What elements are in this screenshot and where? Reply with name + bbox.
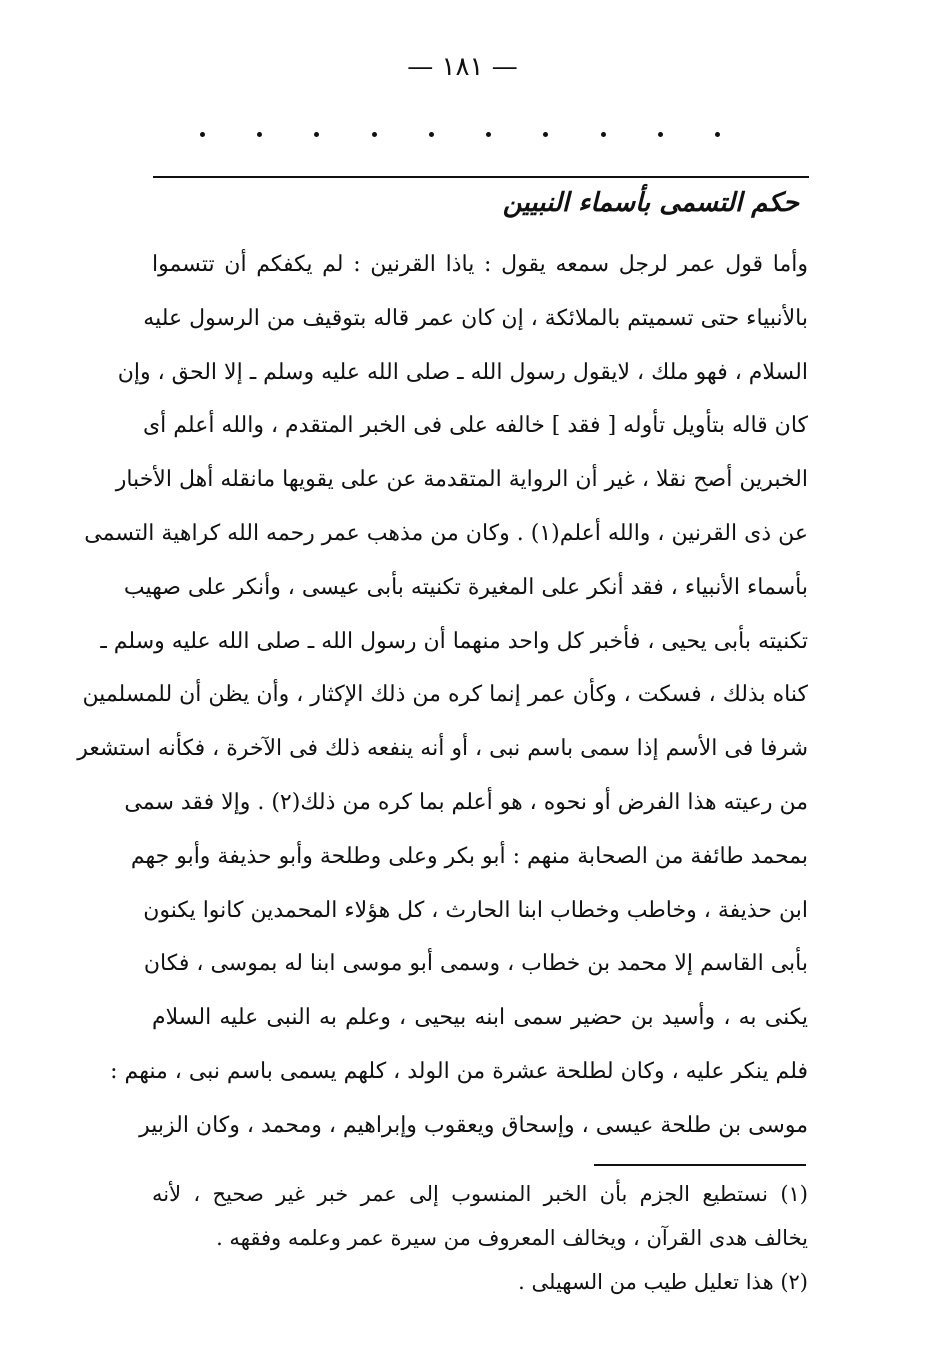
body-line: يكنى به ، وأسيد بن حضير سمى ابنه بيحيى ، وعلم به النبى عليه السلام	[152, 1005, 808, 1031]
footnote-line: يخالف هدى القرآن ، ويخالف المعروف من سيرة عمر وعلمه وفقهه .	[216, 1226, 808, 1250]
ellipsis-dot	[372, 132, 377, 137]
body-line: وأما قول عمر لرجل سمعه يقول : ياذا القرنين : لم يكفكم أن تتسموا	[152, 252, 808, 277]
body-line: بمحمد طائفة من الصحابة منهم : أبو بكر وعلى وطلحة وأبو حذيفة وأبو جهم	[130, 843, 808, 869]
body-line: فلم ينكر عليه ، وكان لطلحة عشرة من الولد ، كلهم يسمى باسم نبى ، منهم :	[110, 1058, 808, 1084]
body-line: بأبى القاسم إلا محمد بن خطاب ، وسمى أبو موسى ابنا له بموسى ، فكان	[143, 951, 808, 977]
footnote-line: (٢) هذا تعليل طيب من السهيلى .	[518, 1270, 808, 1294]
body-line: كناه بذلك ، فسكت ، وكأن عمر إنما كره من ذلك الإكثار ، وأن يظن أن للمسلمين	[82, 682, 808, 708]
body-line: عن ذى القرنين ، والله أعلم(١) . وكان من مذهب عمر رحمه الله كراهية التسمى	[84, 520, 808, 546]
body-text	[77, 238, 808, 1153]
ellipsis-dot	[601, 132, 606, 137]
footnotes	[152, 1172, 808, 1304]
body-line: من رعيته هذا الفرض أو نحوه ، هو أعلم بما كره من ذلك(٢) . وإلا فقد سمى	[124, 789, 808, 815]
body-line: السلام ، فهو ملك ، لايقول رسول الله ـ صلى الله عليه وسلم ـ إلا الحق ، وإن	[117, 359, 808, 385]
ellipsis-dot	[658, 132, 663, 137]
ellipsis-dot	[200, 132, 205, 137]
body-line: الخبرين أصح نقلا ، غير أن الرواية المتقدمة عن على يقويها مانقله أهل الأخبار	[115, 467, 808, 493]
body-line: بالأنبياء حتى تسميتم بالملائكة ، إن كان عمر قاله بتوقيف من الرسول عليه	[143, 305, 808, 331]
section-heading: حكم التسمى بأسماء النبيين	[502, 188, 799, 218]
body-line: ابن حذيفة ، وخاطب وخطاب ابنا الحارث ، كل هؤلاء المحمدين كانوا يكنون	[143, 897, 808, 923]
body-line: تكنيته بأبى يحيى ، فأخبر كل واحد منهما أن رسول الله ـ صلى الله عليه وسلم ـ	[100, 628, 808, 654]
header-rule	[153, 176, 809, 178]
page-number: — ١٨١ —	[407, 52, 518, 82]
ellipsis-dot	[257, 132, 262, 137]
footnote-rule	[594, 1164, 806, 1166]
ellipsis-dots	[200, 132, 720, 137]
body-line: كان قاله بتأويل تأوله [ فقد ] خالفه على فى الخبر المتقدم ، والله أعلم أى	[142, 413, 808, 439]
ellipsis-dot	[314, 132, 319, 137]
ellipsis-dot	[486, 132, 491, 137]
body-line: بأسماء الأنبياء ، فقد أنكر على المغيرة تكنيته بأبى عيسى ، وأنكر على صهيب	[123, 574, 808, 600]
body-line: شرفا فى الأسم إذا سمى باسم نبى ، أو أنه ينفعه ذلك فى الآخرة ، فكأنه استشعر	[77, 736, 808, 762]
footnote-line: (١) نستطيع الجزم بأن الخبر المنسوب إلى عمر خبر غير صحيح ، لأنه	[152, 1182, 808, 1206]
ellipsis-dot	[429, 132, 434, 137]
body-line: موسى بن طلحة عيسى ، وإسحاق ويعقوب وإبراهيم ، ومحمد ، وكان الزبير	[139, 1112, 808, 1138]
ellipsis-dot	[715, 132, 720, 137]
ellipsis-dot	[543, 132, 548, 137]
